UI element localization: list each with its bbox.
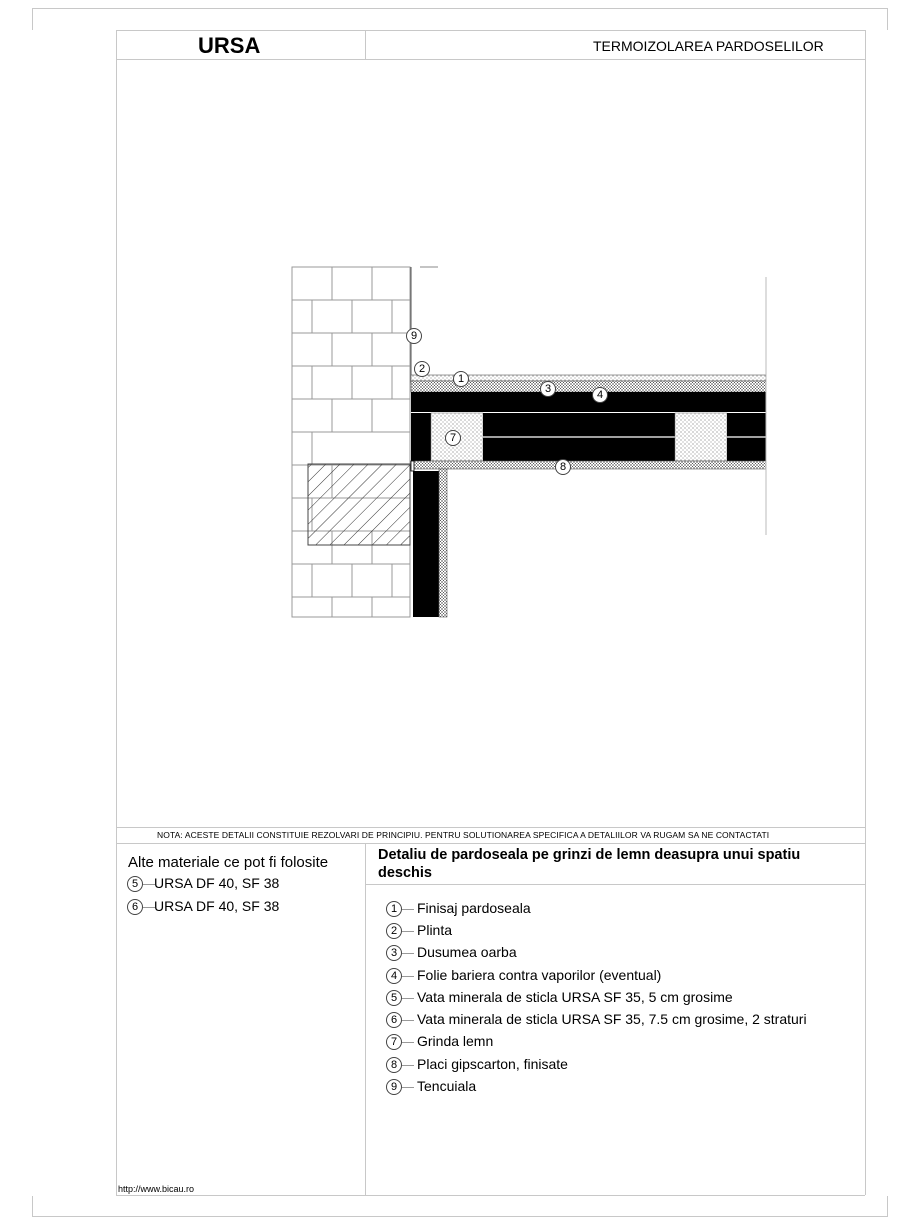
frame-right: [865, 30, 866, 1195]
legend-label: Folie bariera contra vaporilor (eventual): [417, 967, 662, 983]
outer-frame-left: [32, 8, 33, 30]
floor-detail-drawing: [280, 255, 780, 635]
callout-4: 4: [592, 387, 608, 403]
frame-left: [116, 30, 117, 1195]
frame-top: [116, 30, 865, 31]
outer-frame-right: [887, 8, 888, 30]
legend-label: Placi gipscarton, finisate: [417, 1056, 568, 1072]
legend-label: Tencuiala: [417, 1078, 477, 1094]
detail-title-underline: [365, 884, 865, 885]
outer-frame-left-bottom: [32, 1196, 33, 1216]
callout-3: 3: [540, 381, 556, 397]
outer-frame-top: [32, 8, 888, 9]
legend-label: Finisaj pardoseala: [417, 900, 531, 916]
footer-url[interactable]: http://www.bicau.ro: [118, 1184, 195, 1194]
note-top-line: [116, 827, 865, 828]
legend-label: Dusumea oarba: [417, 944, 517, 960]
legend-number: 6: [386, 1012, 402, 1028]
bottom-divider: [365, 843, 366, 1195]
frame-bottom: [116, 1195, 865, 1196]
callout-1: 1: [453, 371, 469, 387]
wall-insulation: [413, 471, 439, 617]
lintel: [308, 464, 410, 545]
legend-label: Vata minerala de sticla URSA SF 35, 5 cm grosime: [417, 989, 733, 1005]
legend-number: 2: [386, 923, 402, 939]
legend-number: 8: [386, 1057, 402, 1073]
legend-label: Grinda lemn: [417, 1033, 494, 1049]
legend-number: 9: [386, 1079, 402, 1095]
detail-title: Detaliu de pardoseala pe grinzi de lemn deasupra unui spatiu deschis: [378, 847, 801, 881]
legend-number: 3: [386, 945, 402, 961]
alternative-number: 6: [127, 899, 143, 915]
legend-label: Plinta: [417, 922, 453, 938]
insulation-gap-2: [675, 413, 727, 461]
callout-2: 2: [414, 361, 430, 377]
legend-label: Vata minerala de sticla URSA SF 35, 7.5 cm grosime, 2 straturi: [417, 1011, 807, 1027]
joist-1: [411, 413, 431, 461]
legend-number: 1: [386, 901, 402, 917]
document-title: TERMOIZOLAREA PARDOSELILOR: [593, 38, 824, 54]
callout-9: 9: [406, 328, 422, 344]
alternative-number: 5: [127, 876, 143, 892]
legend-number: 7: [386, 1034, 402, 1050]
alternative-label: URSA DF 40, SF 38: [154, 898, 280, 914]
legend-number: 5: [386, 990, 402, 1006]
insulation-5cm: [411, 392, 766, 412]
outer-frame-right-bottom: [887, 1196, 888, 1216]
alternative-label: URSA DF 40, SF 38: [154, 875, 280, 891]
brand-logo: URSA: [198, 33, 261, 58]
callout-7: 7: [445, 430, 461, 446]
wall-finish: [439, 469, 447, 617]
masonry-wall: [292, 267, 410, 617]
frame-header-divider: [365, 30, 366, 59]
outer-frame-bottom: [32, 1216, 888, 1217]
frame-header-bottom: [116, 59, 865, 60]
callout-8: 8: [555, 459, 571, 475]
legend-number: 4: [386, 968, 402, 984]
note-bottom-line: [116, 843, 865, 844]
disclaimer-note: NOTA: ACESTE DETALII CONSTITUIE REZOLVARI DE PRINCIPIU. PENTRU SOLUTIONAREA SPECIFICA A DETALIILOR VA RUGAM SA NE CONTACTATI: [157, 830, 770, 840]
alternatives-title: Alte materiale ce pot fi folosite: [128, 854, 329, 871]
gypsum-board: [411, 461, 766, 469]
